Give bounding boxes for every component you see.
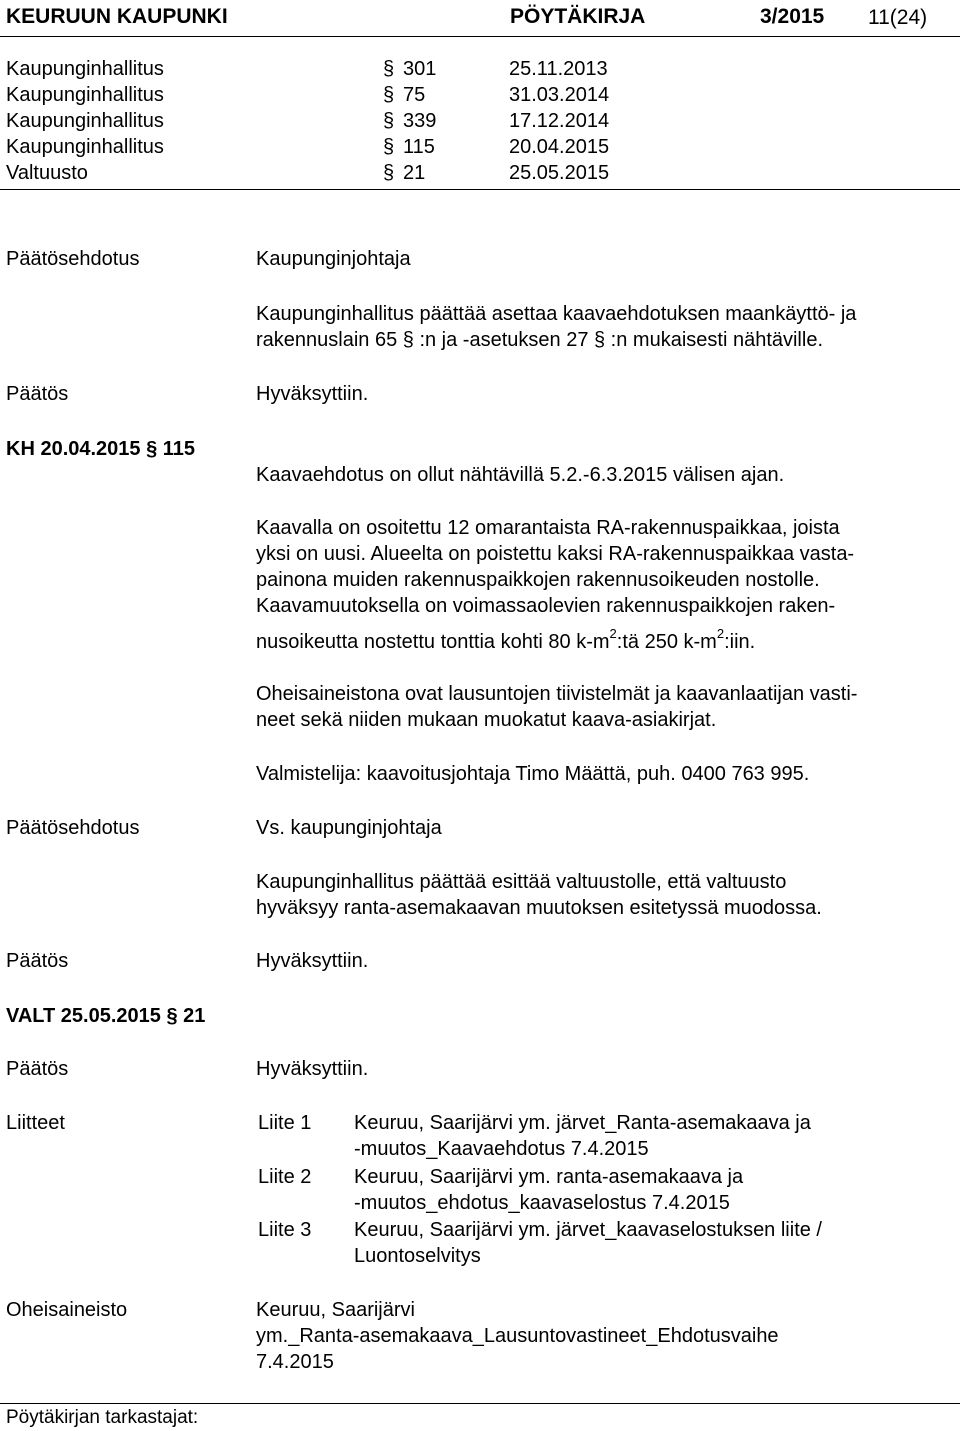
history-body: Kaupunginhallitus — [6, 110, 164, 132]
text-segment: :tä 250 k-m — [616, 631, 717, 653]
document-number: 3/2015 — [760, 5, 825, 28]
section-sign: § — [383, 162, 395, 184]
minutes-checkers-label: Pöytäkirjan tarkastajat: — [6, 1407, 199, 1428]
decision-text: Hyväksyttiin. — [256, 950, 369, 972]
history-date: 25.05.2015 — [509, 162, 610, 184]
supplementary-title-line: Keuruu, Saarijärvi — [256, 1299, 415, 1321]
attachment-title-line: Keuruu, Saarijärvi ym. ranta-asemakaava ja — [354, 1166, 744, 1188]
kh-heading: KH 20.04.2015 § 115 — [6, 438, 196, 460]
decision-label: Päätös — [6, 383, 69, 405]
section-sign: § — [383, 110, 395, 132]
section-sign: § — [383, 136, 395, 158]
superscript: 2 — [609, 626, 617, 642]
proposal-text-line: Kaupunginhallitus päättää asettaa kaavaehdotuksen maankäyttö- ja — [256, 303, 857, 325]
decision-text: Hyväksyttiin. — [256, 1058, 369, 1080]
text-segment: :iin. — [724, 631, 756, 653]
proposal-text-line: hyväksyy ranta-asemakaavan muutoksen esitetyssä muodossa. — [256, 897, 822, 919]
history-number: 339 — [403, 110, 437, 132]
attachment-title-line: Luontoselvitys — [354, 1245, 481, 1267]
document-type: PÖYTÄKIRJA — [510, 5, 646, 28]
attachment-id: Liite 3 — [258, 1219, 312, 1241]
history-body: Kaupunginhallitus — [6, 136, 164, 158]
preparer-line: Valmistelija: kaavoitusjohtaja Timo Määttä, puh. 0400 763 995. — [256, 763, 810, 785]
footer-rule — [0, 1403, 960, 1404]
proposal-label: Päätösehdotus — [6, 817, 140, 839]
proposal-label: Päätösehdotus — [6, 248, 140, 270]
superscript: 2 — [716, 626, 725, 642]
proposer: Vs. kaupunginjohtaja — [256, 817, 442, 839]
history-body: Kaupunginhallitus — [6, 58, 164, 80]
history-date: 17.12.2014 — [509, 110, 610, 132]
body-paragraph-line: Kaavamuutoksella on voimassaolevien rakennuspaikkojen raken- — [256, 595, 836, 617]
history-date: 25.11.2013 — [509, 58, 608, 80]
valt-heading: VALT 25.05.2015 § 21 — [6, 1005, 206, 1027]
history-number: 301 — [403, 58, 437, 80]
history-body: Valtuusto — [6, 162, 88, 184]
text-segment: nusoikeutta nostettu tonttia kohti 80 k-m — [256, 631, 610, 653]
supplementary-title-line: ym._Ranta-asemakaava_Lausuntovastineet_Ehdotusvaihe — [256, 1325, 779, 1347]
decision-label: Päätös — [6, 950, 69, 972]
proposal-text-line: Kaupunginhallitus päättää esittää valtuustolle, että valtuusto — [256, 871, 787, 893]
body-paragraph-line: yksi on uusi. Alueelta on poistettu kaksi RA-rakennuspaikkaa vasta- — [256, 543, 855, 565]
history-number: 115 — [403, 136, 435, 158]
attachments-label: Liitteet — [6, 1112, 65, 1134]
attachment-title-line: Keuruu, Saarijärvi ym. järvet_kaavaselostuksen liite / — [354, 1219, 822, 1241]
attachment-title-line: Keuruu, Saarijärvi ym. järvet_Ranta-asemakaava ja — [354, 1112, 811, 1134]
header-rule — [0, 36, 960, 37]
body-paragraph-line: painona muiden rakennuspaikkojen rakennusoikeuden nostolle. — [256, 569, 820, 591]
history-rule — [0, 189, 960, 190]
section-sign: § — [383, 58, 395, 80]
attachment-title-line: -muutos_ehdotus_kaavaselostus 7.4.2015 — [354, 1192, 730, 1214]
section-sign: § — [383, 84, 395, 106]
attachment-title-line: -muutos_Kaavaehdotus 7.4.2015 — [354, 1138, 649, 1160]
history-date: 31.03.2014 — [509, 84, 610, 106]
attachment-id: Liite 1 — [258, 1112, 312, 1134]
body-paragraph-line: Kaavalla on osoitettu 12 omarantaista RA-rakennuspaikkaa, joista — [256, 517, 840, 539]
body-paragraph-line: neet sekä niiden mukaan muokatut kaava-asiakirjat. — [256, 709, 717, 731]
history-number: 75 — [403, 84, 426, 106]
history-number: 21 — [403, 162, 426, 184]
attachment-id: Liite 2 — [258, 1166, 312, 1188]
proposer: Kaupunginjohtaja — [256, 248, 411, 270]
decision-label: Päätös — [6, 1058, 69, 1080]
body-paragraph-line: Oheisaineistona ovat lausuntojen tiivistelmät ja kaavanlaatijan vasti- — [256, 683, 858, 705]
page-number: 11(24) — [868, 6, 928, 29]
decision-text: Hyväksyttiin. — [256, 383, 369, 405]
municipality-name: KEURUUN KAUPUNKI — [6, 5, 228, 28]
body-paragraph: Kaavaehdotus on ollut nähtävillä 5.2.-6.3.2015 välisen ajan. — [256, 464, 785, 486]
history-date: 20.04.2015 — [509, 136, 610, 158]
supplementary-title-line: 7.4.2015 — [256, 1351, 334, 1373]
supplementary-label: Oheisaineisto — [6, 1299, 128, 1321]
history-body: Kaupunginhallitus — [6, 84, 164, 106]
body-paragraph-line — [256, 626, 756, 655]
proposal-text-line: rakennuslain 65 § :n ja -asetuksen 27 § :n mukaisesti nähtäville. — [256, 329, 824, 351]
